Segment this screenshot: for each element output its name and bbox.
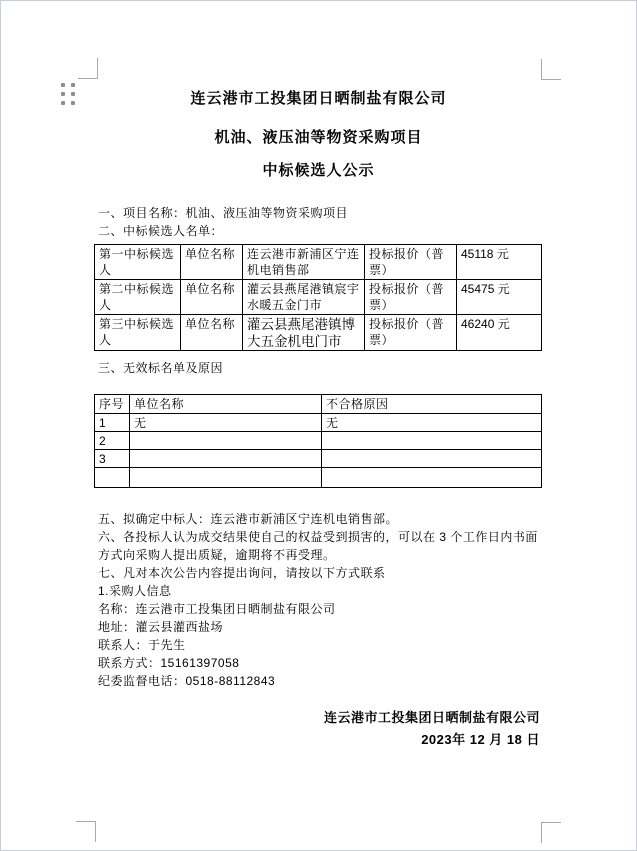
reason-cell: 无 — [322, 414, 542, 432]
candidate-rank: 第二中标候选人 — [95, 280, 181, 315]
candidate-rank: 第三中标候选人 — [95, 315, 181, 351]
unit-name: 连云港市新浦区宁连机电销售部 — [243, 245, 365, 280]
col-header-index: 序号 — [95, 395, 130, 414]
margin-crop-mark-bottom-left — [76, 821, 96, 842]
section-contact-notice: 七、凡对本次公告内容提出询问，请按以下方式联系 — [98, 566, 386, 580]
price-label: 投标报价（普票） — [365, 315, 457, 351]
price-value: 46240 元 — [457, 315, 542, 351]
supervision-phone: 纪委监督电话：0518-88112843 — [98, 674, 276, 688]
index-cell — [95, 468, 130, 488]
unit-cell — [130, 468, 322, 488]
section-candidate-list-heading: 二、中标候选人名单： — [98, 224, 224, 238]
table-row — [95, 450, 542, 468]
lower-text-block — [98, 510, 541, 690]
section-invalid-bids-heading: 三、无效标名单及原因 — [98, 361, 224, 375]
table-row — [95, 468, 542, 488]
reason-cell — [322, 468, 542, 488]
section-project-name: 一、项目名称：机油、液压油等物资采购项目 — [98, 206, 349, 220]
price-value: 45118 元 — [457, 245, 542, 280]
unit-name: 灌云县燕尾港镇博大五金机电门市 — [243, 315, 365, 351]
invalid-bids-table — [94, 394, 542, 488]
table-header-row — [95, 395, 542, 414]
unit-label: 单位名称 — [181, 245, 243, 280]
section-awarded-bidder: 五、拟确定中标人：连云港市新浦区宁连机电销售部。 — [98, 512, 399, 526]
buyer-name: 名称：连云港市工投集团日晒制盐有限公司 — [98, 602, 336, 616]
buyer-info-heading: 1.采购人信息 — [98, 584, 172, 598]
buyer-address: 地址：灌云县灌西盐场 — [98, 620, 224, 634]
table-row — [95, 432, 542, 450]
table-row — [95, 315, 542, 351]
margin-crop-mark-bottom-right — [541, 822, 561, 843]
reason-cell — [322, 432, 542, 450]
table-row — [95, 414, 542, 432]
unit-label: 单位名称 — [181, 315, 243, 351]
unit-cell: 无 — [130, 414, 322, 432]
section-objection-notice: 六、各投标人认为成交结果使自己的权益受到损害的，可以在 3 个工作日内书面方式向采购人提出质疑，逾期将不再受理。 — [98, 530, 538, 562]
margin-crop-mark-top-left — [78, 58, 98, 79]
signature-company: 连云港市工投集团日晒制盐有限公司 — [323, 710, 540, 725]
col-header-unit: 单位名称 — [130, 395, 322, 414]
index-cell: 1 — [95, 414, 130, 432]
candidates-table — [94, 244, 542, 351]
candidate-rank: 第一中标候选人 — [95, 245, 181, 280]
unit-label: 单位名称 — [181, 280, 243, 315]
unit-cell — [130, 432, 322, 450]
signature-block — [324, 707, 540, 751]
buyer-phone: 联系方式：15161397058 — [98, 656, 240, 670]
margin-crop-mark-top-right — [541, 59, 561, 80]
index-cell: 2 — [95, 432, 130, 450]
table-row — [95, 280, 542, 315]
index-cell: 3 — [95, 450, 130, 468]
col-header-reason: 不合格原因 — [322, 395, 542, 414]
price-label: 投标报价（普票） — [365, 280, 457, 315]
price-label: 投标报价（普票） — [365, 245, 457, 280]
doc-title-project: 机油、液压油等物资采购项目 — [214, 129, 423, 146]
buyer-contact-person: 联系人：于先生 — [98, 638, 186, 652]
signature-date: 2023年 12 月 18 日 — [421, 732, 540, 747]
table-row — [95, 245, 542, 280]
reason-cell — [322, 450, 542, 468]
doc-title-company: 连云港市工投集团日晒制盐有限公司 — [190, 90, 447, 107]
unit-name: 灌云县燕尾港镇宸宇水暖五金门市 — [243, 280, 365, 315]
price-value: 45475 元 — [457, 280, 542, 315]
doc-title-announcement: 中标候选人公示 — [262, 162, 375, 179]
unit-cell — [130, 450, 322, 468]
